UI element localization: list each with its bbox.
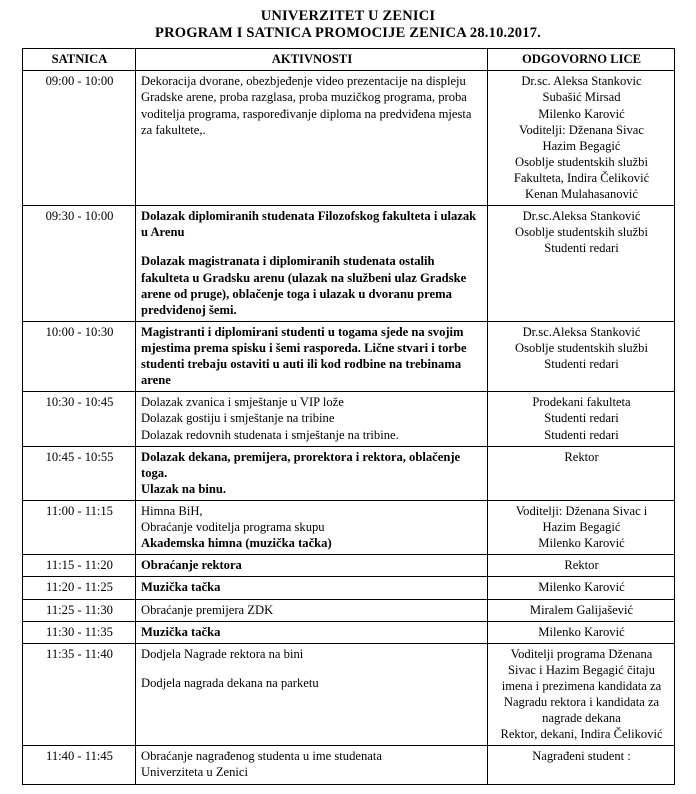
activity-line: Dodjela nagrada dekana na parketu (141, 675, 319, 690)
responsible-line: Milenko Karović (538, 106, 625, 121)
table-row (23, 71, 675, 206)
cell-responsible (488, 621, 675, 643)
cell-time: 11:15 - 11:20 (23, 555, 136, 577)
cell-activity (136, 71, 488, 206)
cell-time: 11:30 - 11:35 (23, 621, 136, 643)
responsible-line: Prodekani fakulteta (532, 395, 631, 410)
activity-line: Obraćanje voditelja programa skupu (141, 520, 325, 535)
responsible-line: nagrade dekana (542, 711, 621, 726)
responsible-line: Osoblje studentskih službi (515, 154, 648, 169)
cell-activity (136, 746, 488, 784)
table-row (23, 643, 675, 746)
document-title (22, 8, 674, 42)
cell-activity (136, 599, 488, 621)
cell-responsible (488, 206, 675, 322)
responsible-line: Voditelji programa Dženana (510, 646, 653, 661)
cell-responsible (488, 71, 675, 206)
cell-activity (136, 643, 488, 746)
table-row (23, 621, 675, 643)
responsible-line: Subašić Mirsad (542, 90, 621, 105)
activity-line: Ulazak na binu. (141, 481, 227, 496)
table-row (23, 206, 675, 322)
responsible-line: Miralem Galijašević (529, 602, 634, 617)
cell-activity (136, 446, 488, 500)
paragraph-gap (141, 662, 483, 675)
activity-line: Akademska himna (muzička tačka) (141, 536, 332, 551)
activity-line: Dodjela Nagrade rektora na bini (141, 646, 304, 661)
cell-responsible (488, 555, 675, 577)
responsible-line: Dr.sc. Aleksa Stankovic (521, 74, 642, 89)
title-line-1: UNIVERZITET U ZENICI (260, 8, 436, 24)
cell-activity (136, 621, 488, 643)
responsible-line: Rektor (564, 558, 599, 573)
table-row (23, 392, 675, 446)
table-row (23, 577, 675, 599)
cell-activity (136, 321, 488, 391)
activity-line: Himna BiH, (141, 503, 203, 518)
cell-activity (136, 500, 488, 554)
cell-responsible (488, 392, 675, 446)
cell-activity (136, 555, 488, 577)
responsible-line: Rektor (564, 449, 599, 464)
table-row (23, 599, 675, 621)
cell-responsible (488, 446, 675, 500)
activity-line: Muzička tačka (141, 624, 221, 639)
cell-activity (136, 392, 488, 446)
cell-time: 11:40 - 11:45 (23, 746, 136, 784)
table-row (23, 321, 675, 391)
column-header-time: SATNICA (23, 49, 136, 71)
cell-time: 11:20 - 11:25 (23, 577, 136, 599)
schedule-table (22, 48, 675, 784)
responsible-line: Hazim Begagić (542, 138, 621, 153)
table-body (23, 71, 675, 784)
activity-line: Obraćanje rektora (141, 558, 242, 573)
cell-responsible (488, 746, 675, 784)
cell-time: 10:00 - 10:30 (23, 321, 136, 391)
title-line-2: PROGRAM I SATNICA PROMOCIJE ZENICA 28.10.2017. (155, 25, 541, 42)
responsible-line: Studenti redari (544, 357, 619, 372)
cell-responsible (488, 577, 675, 599)
table-header-row (23, 49, 675, 71)
responsible-line: Hazim Begagić (542, 520, 621, 535)
responsible-line: Osoblje studentskih službi (515, 340, 648, 355)
activity-line: Magistranti i diplomirani studenti u togama sjede na svojim mjestima prema spisku i šemi rasporeda. Lične stvari i torbe studenti trebaju ostaviti u auti ili kod rodbine na trebinama arene (141, 324, 467, 388)
responsible-line: Kenan Mulahasanović (525, 187, 638, 202)
cell-time: 10:45 - 10:55 (23, 446, 136, 500)
cell-responsible (488, 599, 675, 621)
responsible-line: Dr.sc.Aleksa Stanković (522, 209, 641, 224)
responsible-line: Milenko Karović (538, 536, 625, 551)
cell-time: 09:00 - 10:00 (23, 71, 136, 206)
cell-responsible (488, 321, 675, 391)
responsible-line: Fakulteta, Indira Čeliković (513, 170, 650, 185)
responsible-line: Studenti redari (544, 411, 619, 426)
activity-line: Dolazak diplomiranih studenata Filozofskog fakulteta i ulazak u Arenu (141, 209, 477, 240)
activity-line: Dolazak zvanica i smještanje u VIP lože (141, 395, 344, 410)
paragraph-gap (141, 240, 483, 253)
responsible-line: Milenko Karović (538, 624, 625, 639)
column-header-responsible: ODGOVORNO LICE (488, 49, 675, 71)
cell-time: 11:35 - 11:40 (23, 643, 136, 746)
cell-activity (136, 577, 488, 599)
table-row (23, 500, 675, 554)
activity-line: Univerziteta u Zenici (141, 765, 248, 780)
responsible-line: Dr.sc.Aleksa Stanković (522, 324, 641, 339)
table-row (23, 746, 675, 784)
cell-time: 11:25 - 11:30 (23, 599, 136, 621)
responsible-line: Nagrađeni student : (532, 749, 631, 764)
responsible-line: Studenti redari (544, 241, 619, 256)
responsible-line: Milenko Karović (538, 580, 625, 595)
cell-time: 10:30 - 10:45 (23, 392, 136, 446)
cell-responsible (488, 500, 675, 554)
responsible-line: Rektor, dekani, Indira Čeliković (500, 727, 663, 742)
responsible-line: Studenti redari (544, 427, 619, 442)
table-row (23, 446, 675, 500)
cell-time: 09:30 - 10:00 (23, 206, 136, 322)
activity-line: Dolazak gostiju i smještanje na tribine (141, 411, 335, 426)
cell-activity (136, 206, 488, 322)
responsible-line: Sivac i Hazim Begagić čitaju (508, 662, 655, 677)
activity-line: Dolazak magistranata i diplomiranih studenata ostalih fakulteta u Gradsku arenu (ulazak na službeni ulaz Gradske arene od pruge), oblačenje toga i ulazak u dvoranu prema predviđenoj šemi. (141, 254, 467, 317)
activity-line: Dolazak dekana, premijera, prorektora i rektora, oblačenje toga. (141, 449, 461, 480)
activity-line: Dekoracija dvorane, obezbjeđenje video prezentacije na displeju Gradske arene, proba razglasa, proba muzičkog programa, proba voditelja programa, raspoređivanje diploma na predviđena mjesta za fakultete,. (141, 74, 472, 137)
responsible-line: imena i prezimena kandidata za (501, 678, 662, 693)
responsible-line: Osoblje studentskih službi (515, 225, 648, 240)
responsible-line: Voditelji: Dženana Sivac i (515, 503, 648, 518)
cell-responsible (488, 643, 675, 746)
responsible-line: Nagradu rektora i kandidata za (503, 695, 660, 710)
table-row (23, 555, 675, 577)
responsible-line: Voditelji: Dženana Sivac (519, 122, 644, 137)
activity-line: Dolazak redovnih studenata i smještanje na tribine. (141, 427, 399, 442)
cell-time: 11:00 - 11:15 (23, 500, 136, 554)
column-header-activity: AKTIVNOSTI (136, 49, 488, 71)
activity-line: Obraćanje nagrađenog studenta u ime studenata (141, 749, 382, 764)
activity-line: Muzička tačka (141, 580, 221, 595)
activity-line: Obraćanje premijera ZDK (141, 602, 274, 617)
